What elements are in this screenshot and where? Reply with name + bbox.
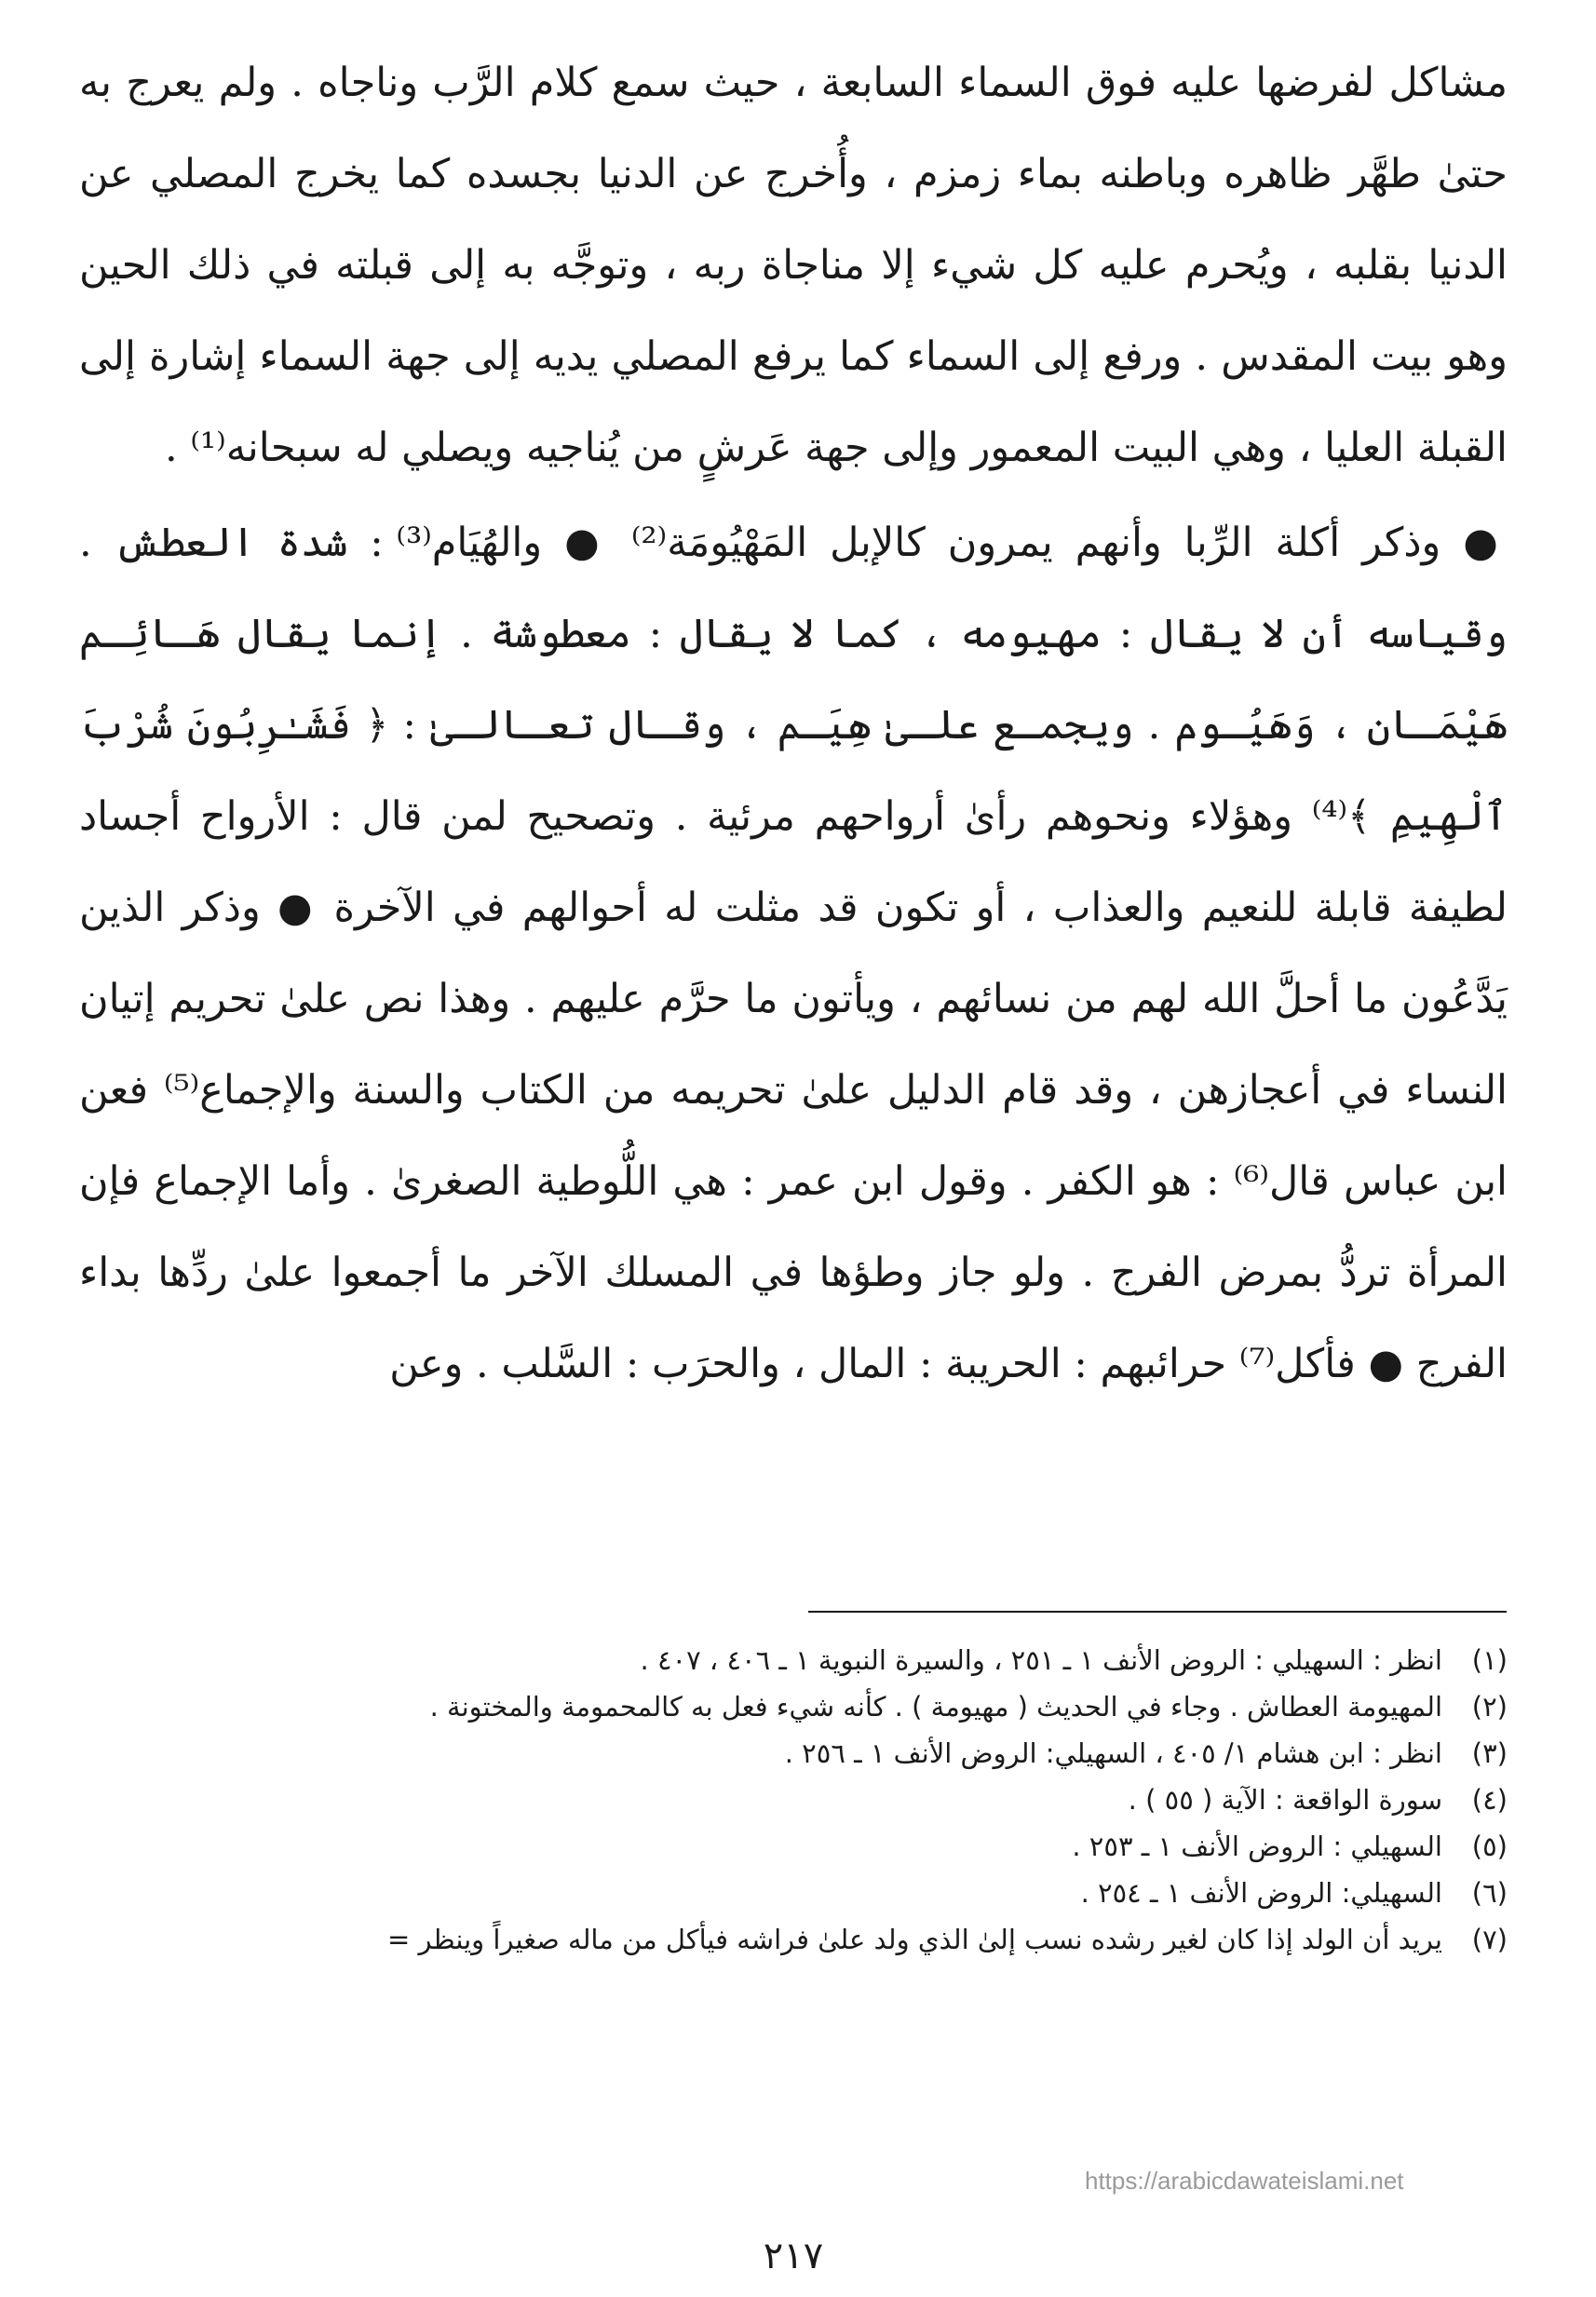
footnote-text: سورة الواقعة : الآية ( ٥٥ ) . <box>1128 1784 1442 1816</box>
footnote-text: انظر : السهيلي : الروض الأنف ١ ـ ٢٥١ ، والسيرة النبوية ١ ـ ٤٠٦ ، ٤٠٧ . <box>640 1644 1442 1676</box>
footnote <box>79 1870 1508 1916</box>
paragraph: ● وذكر أكلة الرِّبا وأنهم يمرون كالإبل المَهْيُومَة⁽²⁾ ● والهُيَام⁽³⁾ : شدة العطش . وقياسه أن لا يقال : مهيومه ، كما لا يقال : معطوشة . إنما يقال هَـائِـم هَيْمَـان ، وَهَيُـوم . ويجمـع علـىٰ هِيَـم ، وقـال تعـالـىٰ : ﴿ فَشَـٰرِبُونَ شُرْبَ ٱلْهِيمِ ﴾⁽⁴⁾ وهؤلاء ونحوهم رأىٰ أرواحهم مرئية . وتصحيح لمن قال : الأرواح أجساد لطيفة قابلة للنعيم والعذاب ، أو تكون قد مثلت له أحوالهم في الآخرة ● وذكر الذين يَدَّعُون ما أحلَّ الله لهم من نسائهم ، ويأتون ما حرَّم عليهم . وهذا نص علىٰ تحريم إتيان النساء في أعجازهن ، وقد قام الدليل علىٰ تحريمه من الكتاب والسنة والإجماع⁽⁵⁾ فعن ابن عباس قال⁽⁶⁾ : هو الكفر . وقول ابن عمر : هي اللُّوطية الصغرىٰ . وأما الإجماع فإن المرأة تردُّ بمرض الفرج . ولو جاز وطؤها في المسلك الآخر ما أجمعوا علىٰ ردِّها بداء الفرج ● فأكل⁽⁷⁾ حرائبهم : الحريبة : المال ، والحرَب : السَّلب . وعن <box>79 520 1508 1387</box>
footnote <box>79 1730 1508 1777</box>
footnotes <box>79 1637 1508 1963</box>
footnote-text: السهيلي : الروض الأنف ١ ـ ٢٥٣ . <box>1072 1831 1442 1862</box>
footnote-text: انظر : ابن هشام ١/ ٤٠٥ ، السهيلي: الروض الأنف ١ ـ ٢٥٦ . <box>784 1737 1442 1769</box>
footnote-number: (٢) <box>1471 1691 1508 1723</box>
watermark-url: https://arabicdawateislami.net <box>1085 2167 1404 2195</box>
footnote <box>79 1777 1508 1823</box>
footnote <box>79 1683 1508 1730</box>
footnote-text: يريد أن الولد إذا كان لغير رشده نسب إلىٰ الذي ولد علىٰ فراشه فيأكل من ماله صغيراً وينظر = <box>387 1924 1442 1955</box>
main-text <box>79 37 1508 1410</box>
footnote-text: السهيلي: الروض الأنف ١ ـ ٢٥٤ . <box>1080 1877 1442 1909</box>
footnote-number: (٥) <box>1471 1831 1508 1862</box>
footnote <box>79 1637 1508 1683</box>
footnote <box>79 1916 1508 1963</box>
paragraph: مشاكل لفرضها عليه فوق السماء السابعة ، حيث سمع كلام الرَّب وناجاه . ولم يعرج به حتىٰ طهَّر ظاهره وباطنه بماء زمزم ، وأُخرج عن الدنيا بجسده كما يخرج المصلي عن الدنيا بقلبه ، ويُحرم عليه كل شيء إلا مناجاة ربه ، وتوجَّه به إلى قبلته في ذلك الحين وهو بيت المقدس . ورفع إلى السماء كما يرفع المصلي يديه إلى جهة السماء إشارة إلى القبلة العليا ، وهي البيت المعمور وإلى جهة عَرشٍ من يُناجيه ويصلي له سبحانه⁽¹⁾ . <box>79 60 1508 471</box>
footnote-text: المهيومة العطاش . وجاء في الحديث ( مهيومة ) . كأنه شيء فعل به كالمحمومة والمختونة . <box>429 1691 1442 1723</box>
footnote-number: (٧) <box>1471 1924 1508 1955</box>
footnote-number: (٦) <box>1471 1877 1508 1909</box>
page-number: ٢١٧ <box>763 2235 824 2277</box>
footnote-number: (١) <box>1471 1644 1508 1676</box>
footnote-number: (٤) <box>1471 1784 1508 1816</box>
footnote-number: (٣) <box>1471 1737 1508 1769</box>
footnote-separator <box>808 1611 1507 1613</box>
footnote <box>79 1823 1508 1870</box>
book-page <box>79 37 1508 2277</box>
